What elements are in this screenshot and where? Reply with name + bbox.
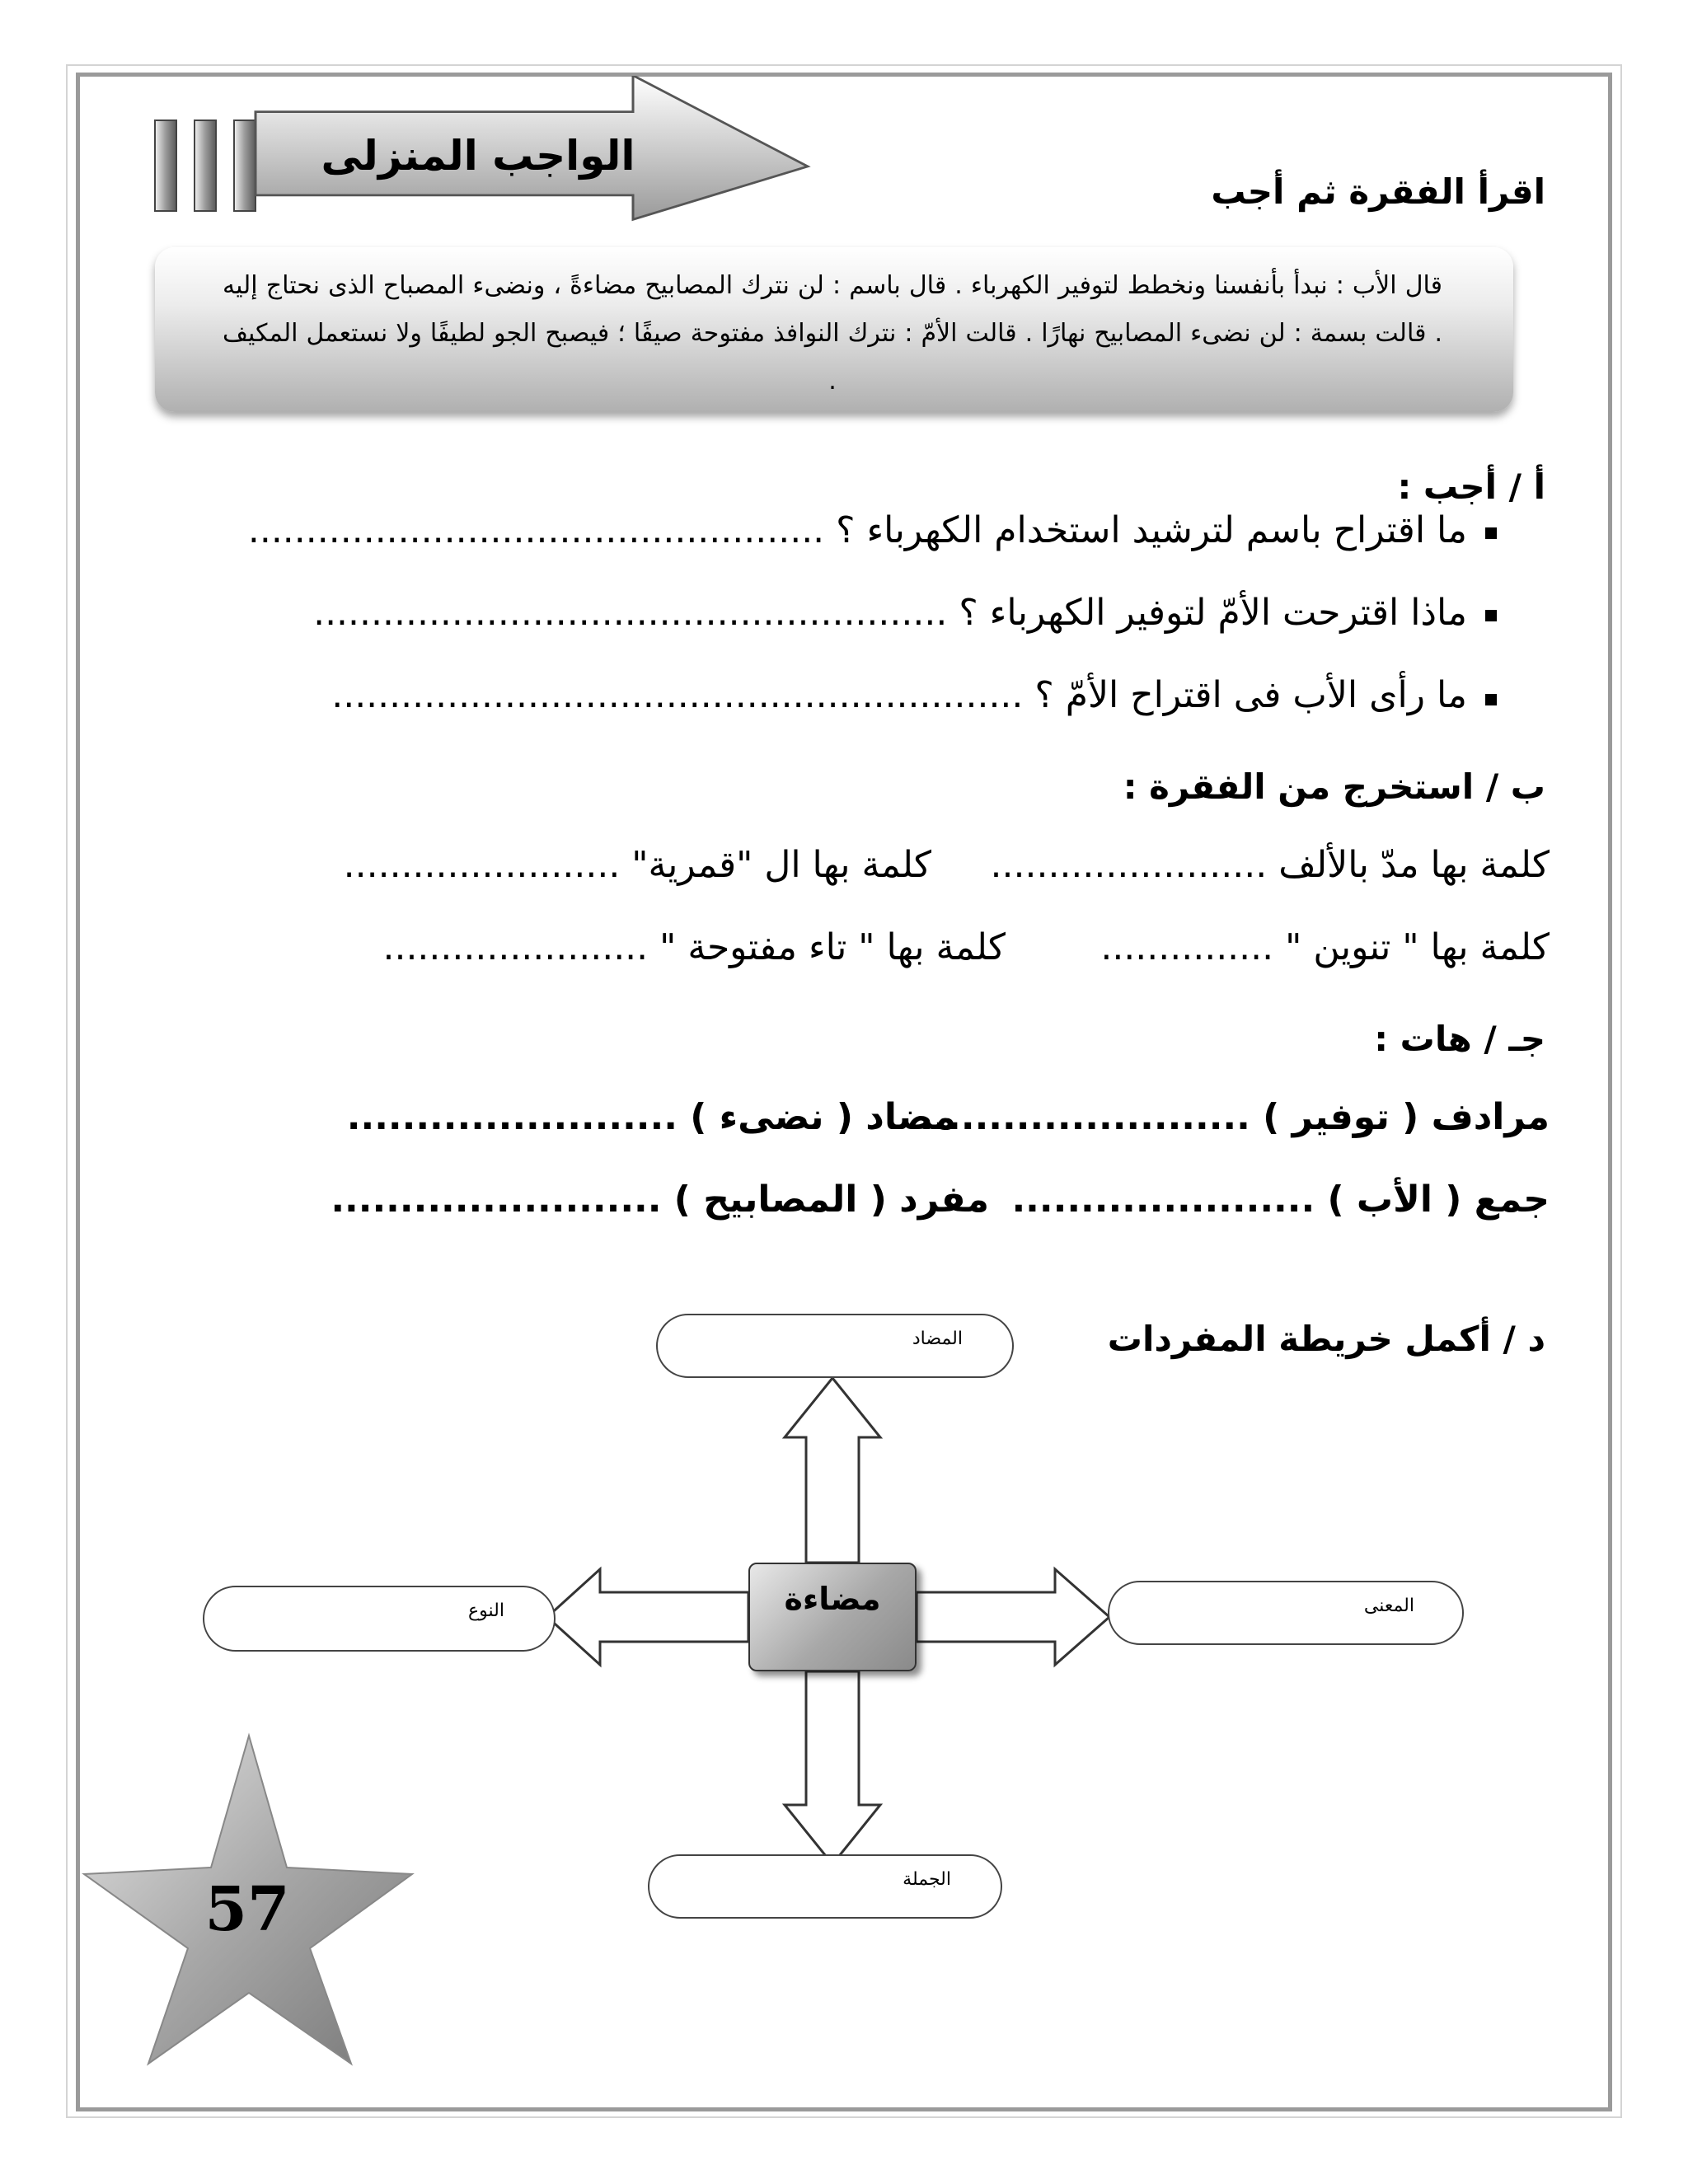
vocab-center-box [748, 1563, 917, 1671]
vocab-center-word: مضاءة [784, 1581, 881, 1617]
arrow-left [547, 1569, 748, 1665]
page-number: 57 [204, 1874, 290, 1945]
oval-antonym-label: المضاد [912, 1329, 963, 1349]
question-2: ماذا اقترحت الأمّ لتوفير الكهرباء ؟ ....................................................... [313, 592, 1467, 634]
question-3: ما رأى الأب فى اقتراح الأمّ ؟ ............................................................ [331, 674, 1467, 716]
section-b-line2-right: كلمة بها " تنوين " ............... [1100, 926, 1550, 968]
section-b-line1-left: كلمة بها ال "قمرية" ........................ [343, 844, 931, 886]
passage-text: قال الأب : نبدأ بأنفسنا ونخطط لتوفير الكهرباء . قال باسم : لن نترك المصابيح مضاءةً ، ونضىء المصباح الذى نحتاج إليه . قالت بسمة : لن نضىء المصابيح نهارًا . قالت الأمّ : نترك النوافذ مفتوحة صيفًا ؛ فيصبح الجو لطيفًا ولا نستعمل المكيف . [223, 271, 1442, 396]
section-c-line1-right: مرادف ( توفير ) ........................ [919, 1096, 1550, 1138]
arrow-down [785, 1671, 880, 1864]
section-c-heading: جـ / هات : [1374, 1019, 1545, 1059]
question-1: ما اقتراح باسم لترشيد استخدام الكهرباء ؟ .................................................. [247, 509, 1467, 551]
section-c-line2-right: جمع ( الأب ) ...................... [1011, 1179, 1550, 1221]
oval-sentence-label: الجملة [903, 1869, 951, 1890]
section-d-heading: د / أكمل خريطة المفردات [1107, 1319, 1545, 1359]
section-b-line1-right: كلمة بها مدّ بالألف ........................ [990, 844, 1550, 886]
oval-meaning-label: المعنى [1363, 1596, 1414, 1616]
oval-type[interactable] [203, 1586, 556, 1652]
section-c-line2-left: مفرد ( المصابيح ) ........................ [331, 1179, 989, 1221]
arrow-up [785, 1378, 880, 1563]
oval-sentence[interactable] [648, 1854, 1002, 1919]
oval-antonym[interactable] [656, 1314, 1014, 1378]
section-b-heading: ب / استخرج من الفقرة : [1123, 766, 1545, 807]
section-a-heading: أ / أجب : [1397, 466, 1545, 507]
arrow-right [917, 1569, 1109, 1665]
section-c-line1-left: مضاد ( نضىء ) ........................ [346, 1096, 956, 1138]
oval-type-label: النوع [468, 1601, 504, 1621]
section-b-line2-left: كلمة بها " تاء مفتوحة " ....................... [382, 926, 1006, 968]
instruction-heading: اقرأ الفقرة ثم أجب [1211, 171, 1545, 212]
page-title: الواجب المنزلى [321, 132, 635, 180]
oval-meaning[interactable] [1108, 1581, 1464, 1645]
